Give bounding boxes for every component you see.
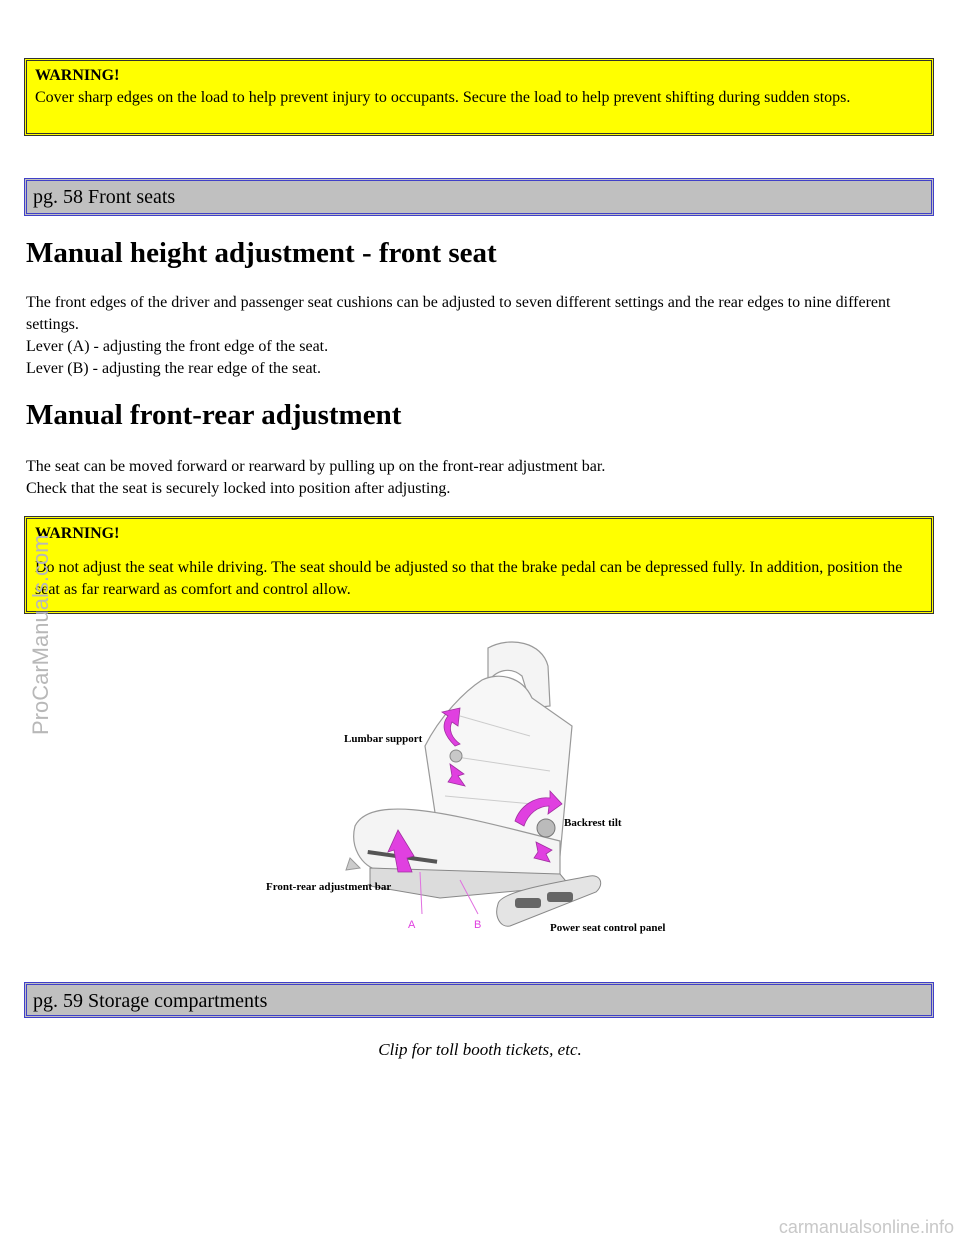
front-rear-text [26, 456, 934, 500]
label-front-rear-bar: Front-rear adjustment bar [266, 881, 392, 893]
warning-box-driving [24, 516, 934, 614]
warning-title: WARNING! [35, 67, 120, 84]
seat-illustration [260, 636, 690, 936]
label-lever-b: B [474, 919, 482, 931]
warning-text: Do not adjust the seat while driving. The seat should be adjusted so that the brake pedal can be depressed fully. In addition, position the seat as far rearward as comfort and control allow. [35, 559, 903, 598]
seat-diagram-svg [260, 636, 690, 936]
warning-title: WARNING! [35, 525, 120, 542]
heading-front-rear-adjustment: Manual front-rear adjustment [26, 399, 402, 431]
label-backrest-tilt: Backrest tilt [564, 817, 622, 829]
backrest-knob-icon [537, 819, 555, 837]
lumbar-knob-icon [450, 750, 462, 762]
paragraph-line: Lever (B) - adjusting the rear edge of the seat. [26, 360, 321, 377]
heading-height-adjustment: Manual height adjustment - front seat [26, 237, 497, 269]
paragraph-line: The seat can be moved forward or rearward by pulling up on the front-rear adjustment bar. [26, 458, 606, 475]
page-header-58: pg. 58 Front seats [24, 178, 934, 216]
paragraph-line: Lever (A) - adjusting the front edge of the seat. [26, 338, 329, 355]
footer-watermark: carmanualsonline.info [778, 1217, 954, 1237]
label-lever-a: A [408, 919, 416, 931]
side-watermark: ProCarManuals.com [28, 534, 53, 735]
figure-caption: Clip for toll booth tickets, etc. [378, 1040, 582, 1059]
paragraph-line: Check that the seat is securely locked into position after adjusting. [26, 480, 451, 497]
warning-text: Cover sharp edges on the load to help prevent injury to occupants. Secure the load to help prevent shifting during sudden stops. [35, 89, 851, 106]
label-lumbar-support: Lumbar support [344, 733, 423, 745]
warning-box-load [24, 58, 934, 136]
page-header-59: pg. 59 Storage compartments [24, 982, 934, 1018]
label-power-seat-panel: Power seat control panel [550, 922, 666, 934]
paragraph-line: The front edges of the driver and passenger seat cushions can be adjusted to seven different settings and the rear edges to nine different settings. [26, 294, 891, 333]
height-adjustment-text [26, 292, 934, 380]
